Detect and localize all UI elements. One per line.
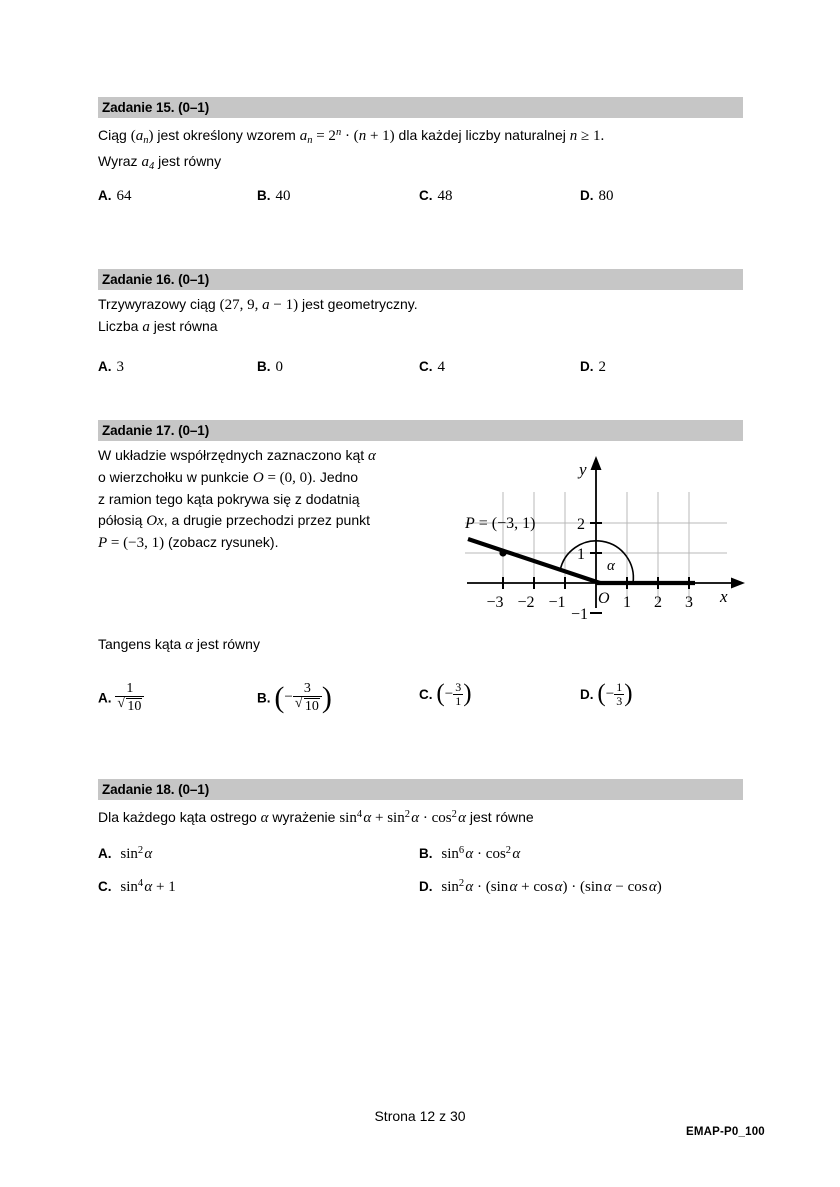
task-17-header: Zadanie 17. (0–1) (98, 420, 743, 441)
t15-l1-math-1: (an) (130, 128, 154, 146)
answer-value-fraction (115, 681, 144, 714)
answer-letter: C. (419, 188, 433, 203)
answer-value-fraction (453, 681, 463, 708)
answer-value: $\sin^6$ $\alpha \cdot \cos^2$ α (441, 845, 521, 863)
x-axis-label: x (720, 587, 728, 606)
answer-letter: C. (98, 879, 112, 895)
task-16-statement-line-2 (98, 316, 743, 338)
t16-l2-post: jest równa (149, 318, 218, 334)
left-paren: ( (597, 680, 606, 708)
task-16-statement-line-1 (98, 294, 743, 316)
task-16-header: Zadanie 16. (0–1) (98, 269, 743, 290)
task-17-statement (98, 441, 488, 554)
y-axis-label: y (579, 460, 587, 479)
minus-sign: − (284, 689, 293, 706)
task-16-statement (98, 290, 743, 338)
x-tick-label--3: −3 (486, 594, 504, 611)
task-17-figure (455, 450, 755, 630)
fraction-numerator: 3 (455, 680, 462, 694)
answer-value: 40 (275, 188, 291, 204)
x-tick-label-1: 1 (623, 594, 631, 611)
task-17-statement-line-4: półosią Ox, a drugie przechodzi przez punkt (98, 512, 370, 529)
task-15 (98, 97, 743, 177)
task-17-statement-line-3: z ramion tego kąta pokrywa się z dodatnią (98, 491, 360, 507)
answer-letter: D. (580, 359, 594, 374)
answer-value: 0 (275, 359, 283, 375)
t18-pre: Dla każdego kąta ostrego (98, 809, 261, 826)
task-15-header: Zadanie 15. (0–1) (98, 97, 743, 118)
t15-l1-mid-2: dla każdej liczby naturalnej (394, 127, 570, 144)
t15-l2-pre: Wyraz (98, 152, 142, 169)
task-18-answer-a[interactable] (98, 845, 152, 863)
task-18-header: Zadanie 18. (0–1) (98, 779, 743, 800)
task-17-answer-c[interactable] (419, 682, 472, 709)
t18-post: jest równe (466, 809, 534, 826)
answer-value: $\sin^2$ α (120, 845, 153, 863)
t17-q-post: jest równy (193, 636, 260, 652)
answer-letter: A. (98, 690, 112, 706)
x-tick-label-2: 2 (654, 594, 662, 611)
task-18-answer-b[interactable] (419, 845, 520, 863)
task-15-answer-b[interactable] (257, 187, 291, 205)
fraction-numerator: 1 (616, 680, 623, 694)
answer-letter: C. (419, 687, 433, 703)
answer-letter: C. (419, 359, 433, 374)
answer-value: $\sin^4$ α + 1 (120, 878, 176, 896)
task-18 (98, 779, 743, 829)
task-17-answer-d[interactable] (580, 682, 633, 709)
coordinate-system-svg (455, 450, 755, 630)
task-16 (98, 269, 743, 338)
task-15-statement-line-1 (98, 122, 743, 151)
origin-math: O = (0, 0) (252, 470, 313, 486)
answer-letter: B. (257, 359, 271, 374)
right-paren: ) (463, 680, 472, 708)
t16-l1-pre: Trzywyrazowy ciąg (98, 296, 220, 312)
fraction-denominator: √ 10 (293, 696, 322, 714)
y-tick-label--1: −1 (570, 606, 588, 623)
t15-l1-math-3: n ≥ 1. (569, 128, 605, 145)
point-p-marker (499, 549, 506, 556)
fraction-denominator: √ 10 (115, 696, 144, 714)
task-16-answers (98, 358, 743, 398)
task-15-answer-d[interactable] (580, 187, 614, 205)
answer-letter: A. (98, 359, 112, 374)
answer-letter: B. (257, 690, 271, 706)
task-17-question-line (98, 636, 743, 654)
answer-value: 64 (116, 188, 132, 204)
task-16-answer-b[interactable] (257, 358, 283, 376)
answer-letter: B. (257, 188, 271, 203)
answer-value: 80 (598, 188, 614, 204)
t17-q-pre: Tangens kąta (98, 636, 186, 652)
y-tick-label-1: 1 (577, 546, 585, 563)
answer-letter: A. (98, 188, 112, 203)
right-paren: ) (321, 680, 332, 714)
t15-l1-pre: Ciąg (98, 127, 131, 144)
origin-label: O (598, 590, 610, 607)
task-18-answer-c[interactable] (98, 878, 176, 896)
x-tick-label--1: −1 (548, 594, 566, 611)
task-15-answer-a[interactable] (98, 187, 132, 205)
task-16-answer-a[interactable] (98, 358, 124, 376)
task-17-answers (98, 682, 743, 728)
answer-value: 48 (437, 188, 453, 204)
task-18-statement-line (98, 804, 743, 829)
x-tick-label-3: 3 (685, 594, 693, 611)
answer-letter: D. (580, 188, 594, 203)
answer-letter: D. (419, 879, 433, 895)
t16-l1-math: (27, 9, a − 1) (219, 297, 299, 313)
fraction-denominator: 1 (455, 693, 462, 708)
t15-l2-math: a4 (141, 153, 155, 172)
t16-l2-math: a (142, 319, 150, 335)
alpha-symbol: α (368, 448, 376, 464)
point-p-label: P = (−3, 1) (465, 515, 536, 532)
answer-value: 2 (598, 359, 606, 375)
t17-q-alpha: α (185, 637, 194, 653)
task-18-answer-d[interactable] (419, 878, 662, 896)
fraction-numerator: 3 (303, 681, 311, 696)
answer-letter: B. (419, 846, 433, 862)
minus-sign: − (605, 686, 615, 703)
left-paren: ( (274, 680, 285, 714)
task-15-statement (98, 118, 743, 177)
t16-l1-post: jest geometryczny. (298, 296, 418, 312)
ox-math: Ox (146, 513, 164, 529)
answer-value-fraction (614, 681, 624, 708)
t15-l2-post: jest równy (154, 152, 222, 169)
task-17-statement-line-5: P = (−3, 1) (zobacz rysunek). (98, 534, 279, 551)
t15-l1-mid: jest określony wzorem (153, 127, 300, 144)
task-17-statement-line-2: o wierzchołku w punkcie O = (0, 0). Jedno (98, 469, 359, 486)
minus-sign: − (444, 686, 454, 703)
t18-alpha: α (260, 810, 269, 827)
angle-label: α (607, 558, 615, 574)
x-tick-label--2: −2 (517, 594, 535, 611)
task-17-statement-line-1: W układzie współrzędnych zaznaczono kąt α (98, 447, 376, 464)
page-number-footer: Strona 12 z 30 (374, 1108, 466, 1124)
left-paren: ( (436, 680, 445, 708)
right-paren: ) (624, 680, 633, 708)
task-17-answer-b[interactable] (257, 682, 332, 715)
answer-letter: D. (580, 687, 594, 703)
t18-mid: wyrażenie (268, 809, 340, 826)
y-axis (591, 456, 602, 608)
task-18-statement (98, 800, 743, 829)
point-p-math: P = (−3, 1) (98, 535, 165, 551)
answer-value: $\sin^2$ α · (sin α + cos α) · (sin α − cos α) (441, 878, 662, 896)
task-17-question (98, 636, 743, 654)
task-17-answer-a[interactable] (98, 682, 144, 715)
task-18-answers-row-2 (98, 878, 743, 918)
fraction-numerator: 1 (126, 681, 134, 696)
task-15-statement-line-2 (98, 151, 743, 177)
y-tick-label-2: 2 (577, 516, 585, 533)
form-code-footer: EMAP-P0_100 (686, 1126, 765, 1138)
t18-math: $\sin^4$ $\alpha + \sin^2$ $\alpha \cdot \cos^2$ α (339, 809, 466, 827)
fraction-denominator: 3 (616, 693, 623, 708)
answer-letter: A. (98, 846, 112, 862)
task-15-answer-c[interactable] (419, 187, 453, 205)
answer-value: 4 (437, 359, 445, 375)
task-16-answer-d[interactable] (580, 358, 606, 376)
t15-l1-math-2: an = $2^n \cdot (n + 1)$ (299, 127, 395, 146)
task-16-answer-c[interactable] (419, 358, 445, 376)
t16-l2-pre: Liczba (98, 318, 143, 334)
task-15-answers (98, 187, 743, 227)
answer-value: 3 (116, 359, 124, 375)
answer-value-fraction (293, 681, 322, 714)
